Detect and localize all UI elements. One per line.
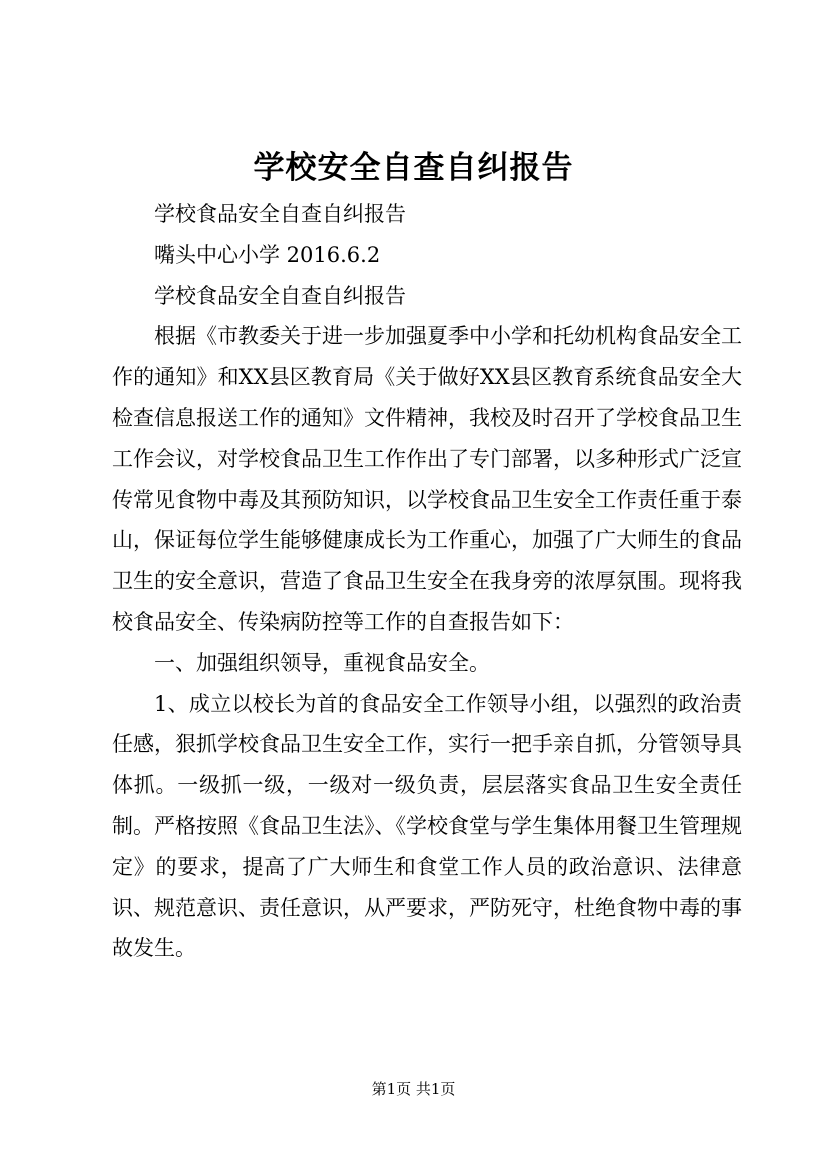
document-body [112, 194, 742, 969]
item-one-paragraph: 1、成立以校长为首的食品安全工作领导小组，以强烈的政治责任感，狠抓学校食品卫生安全工作，实行一把手亲自抓，分管领导具体抓。一级抓一级，一级对一级负责，层层落实食品卫生安全责任制。严格按照《食品卫生法》、《学校食堂与学生集体用餐卫生管理规定》的要求，提高了广大师生和食堂工作人员的政治意识、法律意识、规范意识、责任意识，从严要求，严防死守，杜绝食物中毒的事故发生。 [112, 691, 742, 961]
intro-paragraph: 根据《市教委关于进一步加强夏季中小学和托幼机构食品安全工作的通知》和XX县区教育局《关于做好XX县区教育系统食品安全大检查信息报送工作的通知》文件精神，我校及时召开了学校食品卫生工作会议，对学校食品卫生工作作出了专门部署，以多种形式广泛宣传常见食物中毒及其预防知识，以学校食品卫生安全工作责任重于泰山，保证每位学生能够健康成长为工作重心，加强了广大师生的食品卫生的安全意识，营造了食品卫生安全在我身旁的浓厚氛围。现将我校食品安全、传染病防控等工作的自查报告如下： [112, 324, 742, 634]
report-heading-paragraph: 学校食品安全自查自纠报告 [154, 283, 406, 308]
page-footer: 第1页 共1页 [371, 1080, 456, 1098]
school-date-paragraph: 嘴头中心小学 2016.6.2 [154, 242, 381, 267]
document-title: 学校安全自查自纠报告 [253, 150, 574, 186]
section-heading-paragraph: 一、加强组织领导，重视食品安全。 [154, 650, 490, 675]
subtitle-paragraph: 学校食品安全自查自纠报告 [154, 202, 406, 226]
